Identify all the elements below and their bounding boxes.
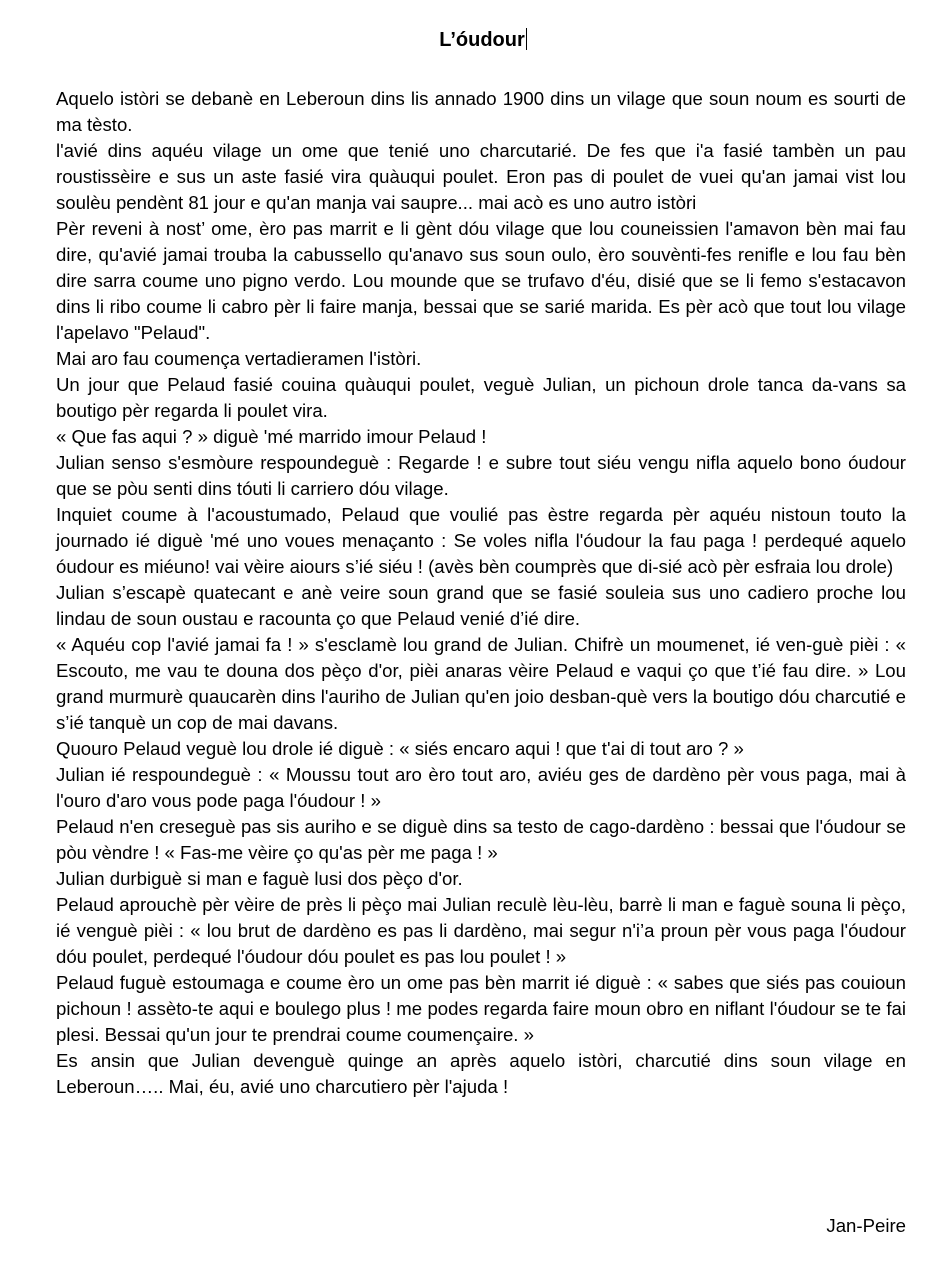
paragraph: Aquelo istòri se debanè en Leberoun dins lis annado 1900 dins un vilage que soun noum es sourti de ma tèsto. [56,88,906,135]
document-title: L’óudour [439,29,525,51]
document-title-line [0,26,952,54]
paragraph: Mai aro fau coumença vertadieramen l'istòri. [56,348,422,369]
paragraph: Es ansin que Julian devenguè quinge an après aquelo istòri, charcutié dins soun vilage en Leberoun….. Mai, éu, avié uno charcutiero pèr l'ajuda ! [56,1050,906,1097]
paragraph: Pelaud aprouchè pèr vèire de près li pèço mai Julian reculè lèu-lèu, barrè li man e faguè souna li pèço, ié venguè pièi : « lou brut de dardèno es pas li dardèno, mai segur n'i’a proun pèr vous paga l'óudour dóu poulet, perdequé l'óudour dóu poulet es pas lou poulet ! » [56,894,906,967]
paragraph: Pelaud n'en creseguè pas sis auriho e se diguè dins sa testo de cago-dardèno : bessai que l'óudour se pòu vèndre ! « Fas-me vèire ço qu'as pèr me paga ! » [56,816,906,863]
paragraph: Quouro Pelaud veguè lou drole ié diguè : « siés encaro aqui ! que t'ai di tout aro ? » [56,738,744,759]
paragraph: Julian s’escapè quatecant e anè veire soun grand que se fasié souleia sus uno cadiero proche lou lindau de soun oustau e racounta ço que Pelaud venié d’ié dire. [56,582,906,629]
paragraph: Un jour que Pelaud fasié couina quàuqui poulet, veguè Julian, un pichoun drole tanca da-vans sa boutigo pèr regarda li poulet vira. [56,374,906,421]
paragraph: Pelaud fuguè estoumaga e coume èro un ome pas bèn marrit ié diguè : « sabes que siés pas couioun pichoun ! assèto-te aqui e boulego plus ! me podes regarda faire moun obro en niflant l'óudour se te fai plesi. Bessai qu'un jour te prendrai coume coumençaire. » [56,972,906,1045]
paragraph: Julian senso s'esmòure respoundeguè : Regarde ! e subre tout siéu vengu nifla aquelo bono óudour que se pòu senti dins tóuti li carriero dóu vilage. [56,452,906,499]
paragraph: Inquiet coume à l'acoustumado, Pelaud que voulié pas èstre regarda pèr aquéu nistoun touto la journado ié diguè 'mé uno voues menaçanto : Se voles nifla l'óudour la fau paga ! perdequé aquelo óudour es miéuno! vai vèire aiours s’ié siéu ! (avès bèn coumprès que di-sié acò pèr esfraia lou drole) [56,504,906,577]
paragraph: « Que fas aqui ? » diguè 'mé marrido imour Pelaud ! [56,426,487,447]
paragraph: Julian ié respoundeguè : « Moussu tout aro èro tout aro, aviéu ges de dardèno pèr vous paga, mai à l'ouro d'aro vous pode paga l'óudour ! » [56,764,906,811]
text-cursor [526,28,527,50]
paragraph: « Aquéu cop l'avié jamai fa ! » s'esclamè lou grand de Julian. Chifrè un moumenet, ié ven-guè pièi : « Escouto, me vau te douna dos pèço d'or, pièi anaras vèire Pelaud e vaqui ço que t’ié fau dire. » Lou grand murmurè quaucarèn dins l'auriho de Julian qu'en joio desban-què vers la boutigo dóu charcutié e s’ié tanquè un cop de mai davans. [56,634,906,733]
document-body [56,86,906,1100]
paragraph: l'avié dins aquéu vilage un ome que tenié uno charcutarié. De fes que i'a fasié tambèn un pau roustissèire e sus un aste fasié vira quàuqui poulet. Eron pas di poulet de vuei qu'an jamai vist lou soulèu pendènt 81 jour e qu'an manja vai saupre... mai acò es uno autro istòri [56,140,906,213]
author-signature: Jan-Peire [826,1215,906,1236]
paragraph: Julian durbiguè si man e faguè lusi dos pèço d'or. [56,868,463,889]
paragraph: Pèr reveni à nost’ ome, èro pas marrit e li gènt dóu vilage que lou couneissien l'amavon bèn mai fau dire, qu'avié jamai trouba la cabussello qu'anavo sus soun oulo, èro souvènti-fes renifle e lou fau bèn dire sarra coume uno pigno verdo. Lou mounde que se trufavo d'éu, disié que se li femo s'estacavon dins li ribo coume li cabro pèr li faire manja, bessai que se sarié marida. Es pèr acò que tout lou vilage l'apelavo "Pelaud". [56,218,906,343]
